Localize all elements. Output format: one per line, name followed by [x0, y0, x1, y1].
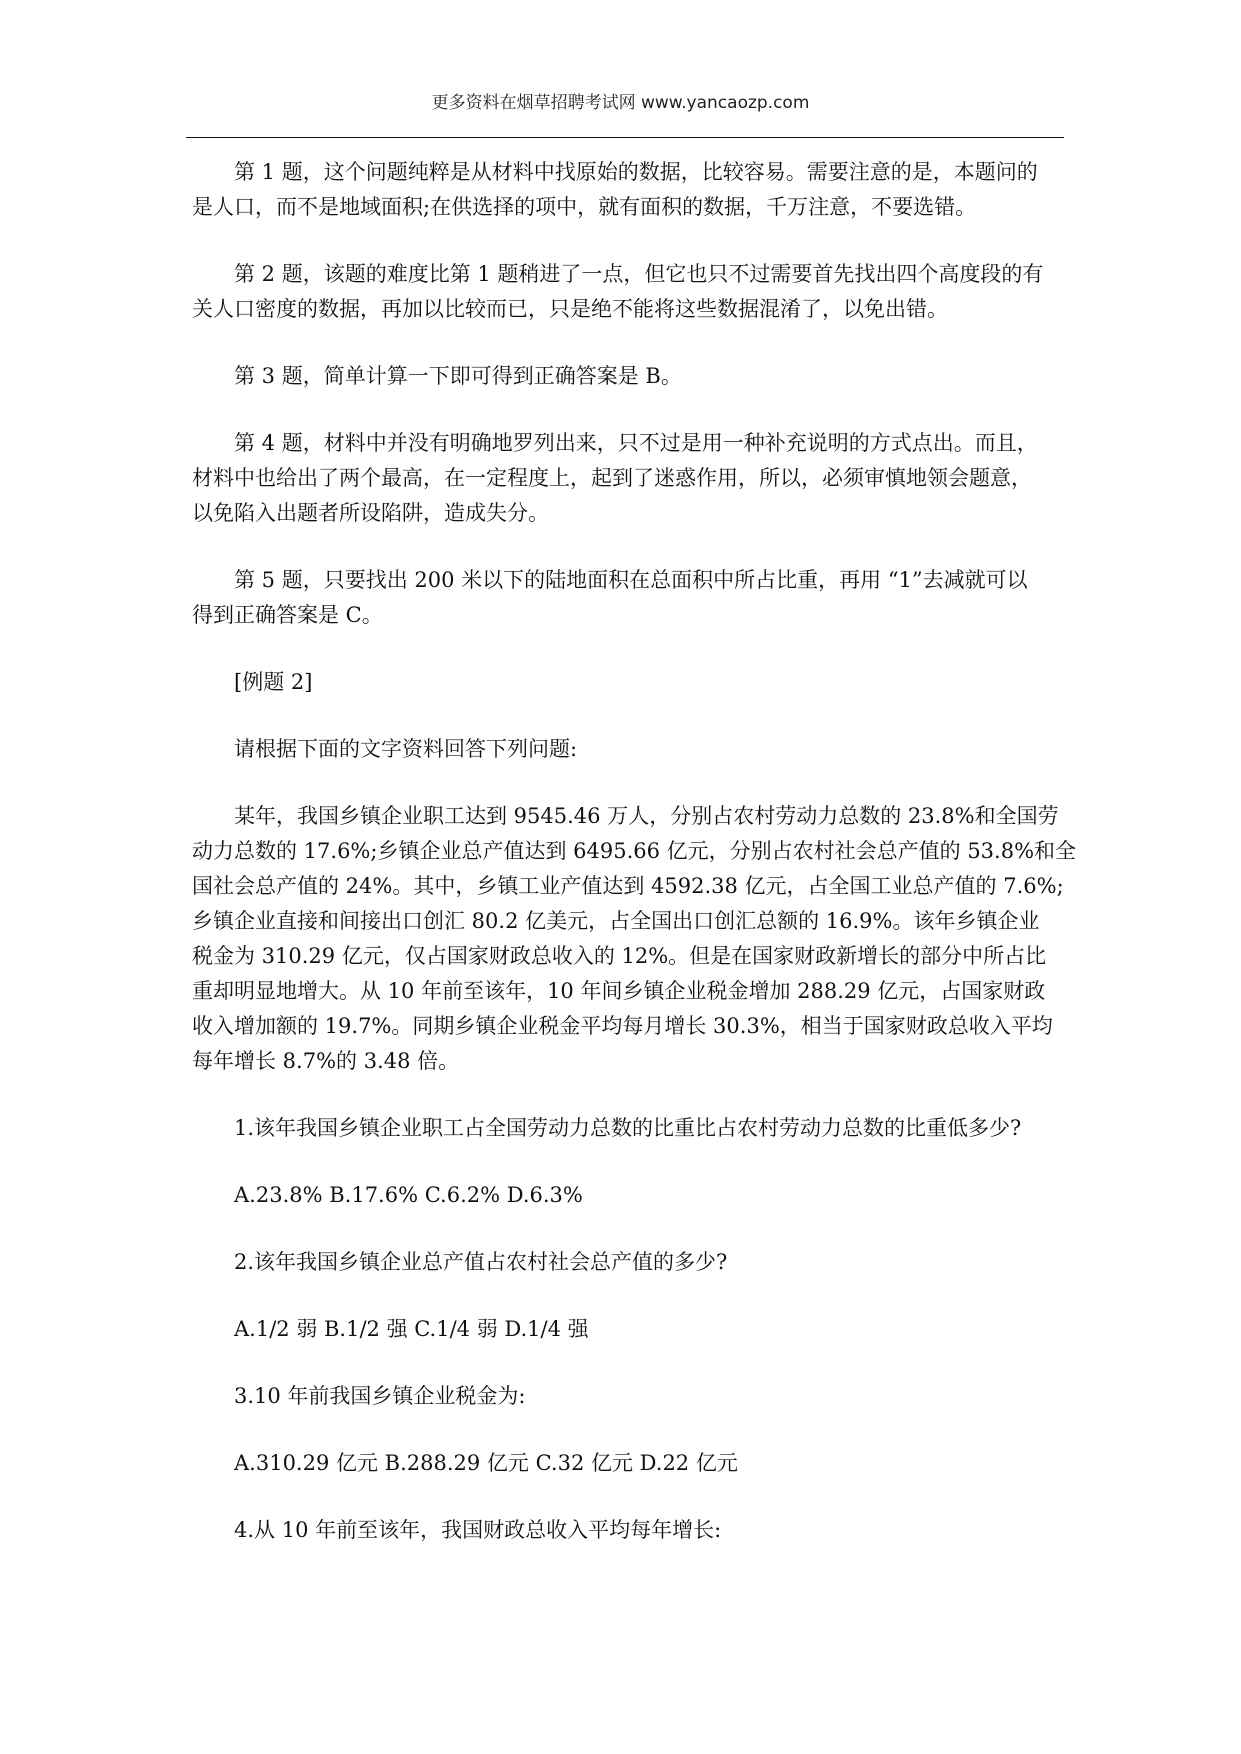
paragraph-q5-explanation: [192, 563, 1062, 633]
header-divider: [186, 137, 1064, 138]
text-line: 请根据下面的文字资料回答下列问题:: [234, 737, 578, 761]
text-line: 第 4 题，材料中并没有明确地罗列出来，只不过是用一种补充说明的方式点出。而且，: [234, 431, 1038, 455]
text-line: 得到正确答案是 C。: [192, 603, 383, 627]
question-3: 3.10 年前我国乡镇企业税金为:: [234, 1384, 526, 1408]
question-2: 2.该年我国乡镇企业总产值占农村社会总产值的多少?: [234, 1250, 728, 1274]
text-line: 每年增长 8.7%的 3.48 倍。: [192, 1049, 460, 1073]
instruction-paragraph: [192, 732, 1062, 767]
question-1: 1.该年我国乡镇企业职工占全国劳动力总数的比重比占农村劳动力总数的比重低多少?: [234, 1116, 1022, 1140]
text-line: 第 5 题，只要找出 200 米以下的陆地面积在总面积中所占比重，再用 “1”去减就可以: [234, 568, 1028, 592]
page-header: 更多资料在烟草招聘考试网 www.yancaozp.com: [431, 93, 810, 113]
paragraph-q1-explanation: [192, 155, 1062, 225]
text-line: [例题 2]: [234, 670, 313, 694]
paragraph-q3-explanation: [192, 359, 1062, 394]
question-1-options: A.23.8% B.17.6% C.6.2% D.6.3%: [234, 1183, 583, 1207]
text-line: 第 1 题，这个问题纯粹是从材料中找原始的数据，比较容易。需要注意的是，本题问的: [234, 160, 1038, 184]
text-line: 动力总数的 17.6%;乡镇企业总产值达到 6495.66 亿元，分别占农村社会总产值的 53.8%和全: [192, 839, 1077, 863]
example-heading: [192, 665, 1062, 700]
text-line: 是人口，而不是地域面积;在供选择的项中，就有面积的数据，千万注意，不要选错。: [192, 195, 977, 219]
text-line: 重却明显地增大。从 10 年前至该年，10 年间乡镇企业税金增加 288.29 亿元，占国家财政: [192, 979, 1046, 1003]
paragraph-q2-explanation: [192, 257, 1062, 327]
question-2-options: A.1/2 弱 B.1/2 强 C.1/4 弱 D.1/4 强: [234, 1317, 589, 1341]
text-line: 第 3 题，简单计算一下即可得到正确答案是 B。: [234, 364, 682, 388]
question-4: 4.从 10 年前至该年，我国财政总收入平均每年增长:: [234, 1518, 722, 1542]
paragraph-q4-explanation: [192, 426, 1062, 531]
text-line: 第 2 题，该题的难度比第 1 题稍进了一点，但它也只不过需要首先找出四个高度段的有: [234, 262, 1044, 286]
text-line: 收入增加额的 19.7%。同期乡镇企业税金平均每月增长 30.3%，相当于国家财政总收入平均: [192, 1014, 1053, 1038]
text-line: 关人口密度的数据，再加以比较而已，只是绝不能将这些数据混淆了，以免出错。: [192, 297, 948, 321]
text-line: 国社会总产值的 24%。其中，乡镇工业产值达到 4592.38 亿元，占全国工业总产值的 7.6%;: [192, 874, 1064, 898]
text-line: 材料中也给出了两个最高，在一定程度上，起到了迷惑作用，所以，必须审慎地领会题意，: [192, 466, 1032, 490]
material-paragraph: [192, 799, 1077, 1079]
text-line: 某年，我国乡镇企业职工达到 9545.46 万人，分别占农村劳动力总数的 23.8%和全国劳: [234, 804, 1059, 828]
text-line: 以免陷入出题者所设陷阱，造成失分。: [192, 501, 549, 525]
text-line: 乡镇企业直接和间接出口创汇 80.2 亿美元，占全国出口创汇总额的 16.9%。该年乡镇企业: [192, 909, 1040, 933]
text-line: 税金为 310.29 亿元，仅占国家财政总收入的 12%。但是在国家财政新增长的部分中所占比: [192, 944, 1047, 968]
document-body: [192, 155, 1077, 1580]
question-3-options: A.310.29 亿元 B.288.29 亿元 C.32 亿元 D.22 亿元: [234, 1451, 738, 1475]
